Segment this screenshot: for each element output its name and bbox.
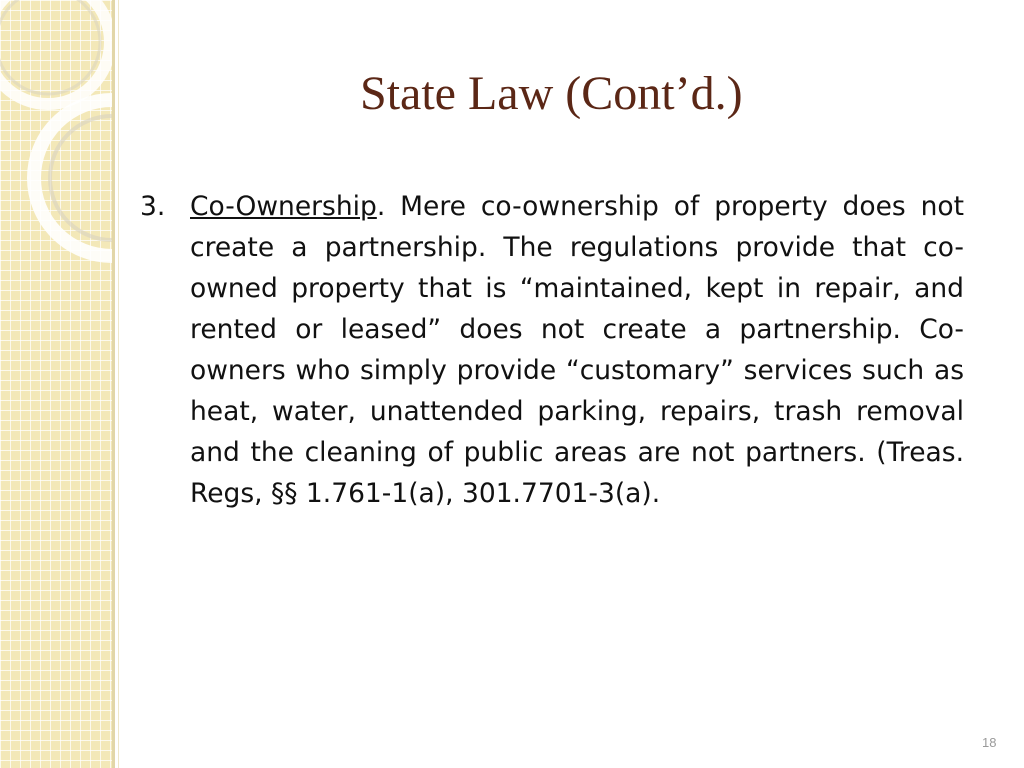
paragraph-body [190,186,964,514]
decorative-side-panel [0,0,112,768]
numbered-paragraph [140,186,964,514]
term-heading: Co-Ownership [190,191,377,222]
term-period: . [376,191,386,222]
side-panel-border [112,0,115,768]
decorative-rings-graphic [0,0,112,300]
page-number: 18 [982,735,997,750]
side-panel-divider [118,0,119,768]
paragraph-text: Mere co-ownership of property does not create a partnership. The regulations provide that co-owned property that is “maintained, kept in repair, and rented or leased” does not create a partnership. Co-owners who simply provide “customary” services such as heat, water, unattended parking, repairs, trash removal and the cleaning of public areas are not partners. (Treas. Regs, §§ 1.761-1(a), 301.7701-3(a). [190,191,964,509]
item-number: 3. [140,191,166,222]
slide-title: State Law (Cont’d.) [360,67,743,120]
